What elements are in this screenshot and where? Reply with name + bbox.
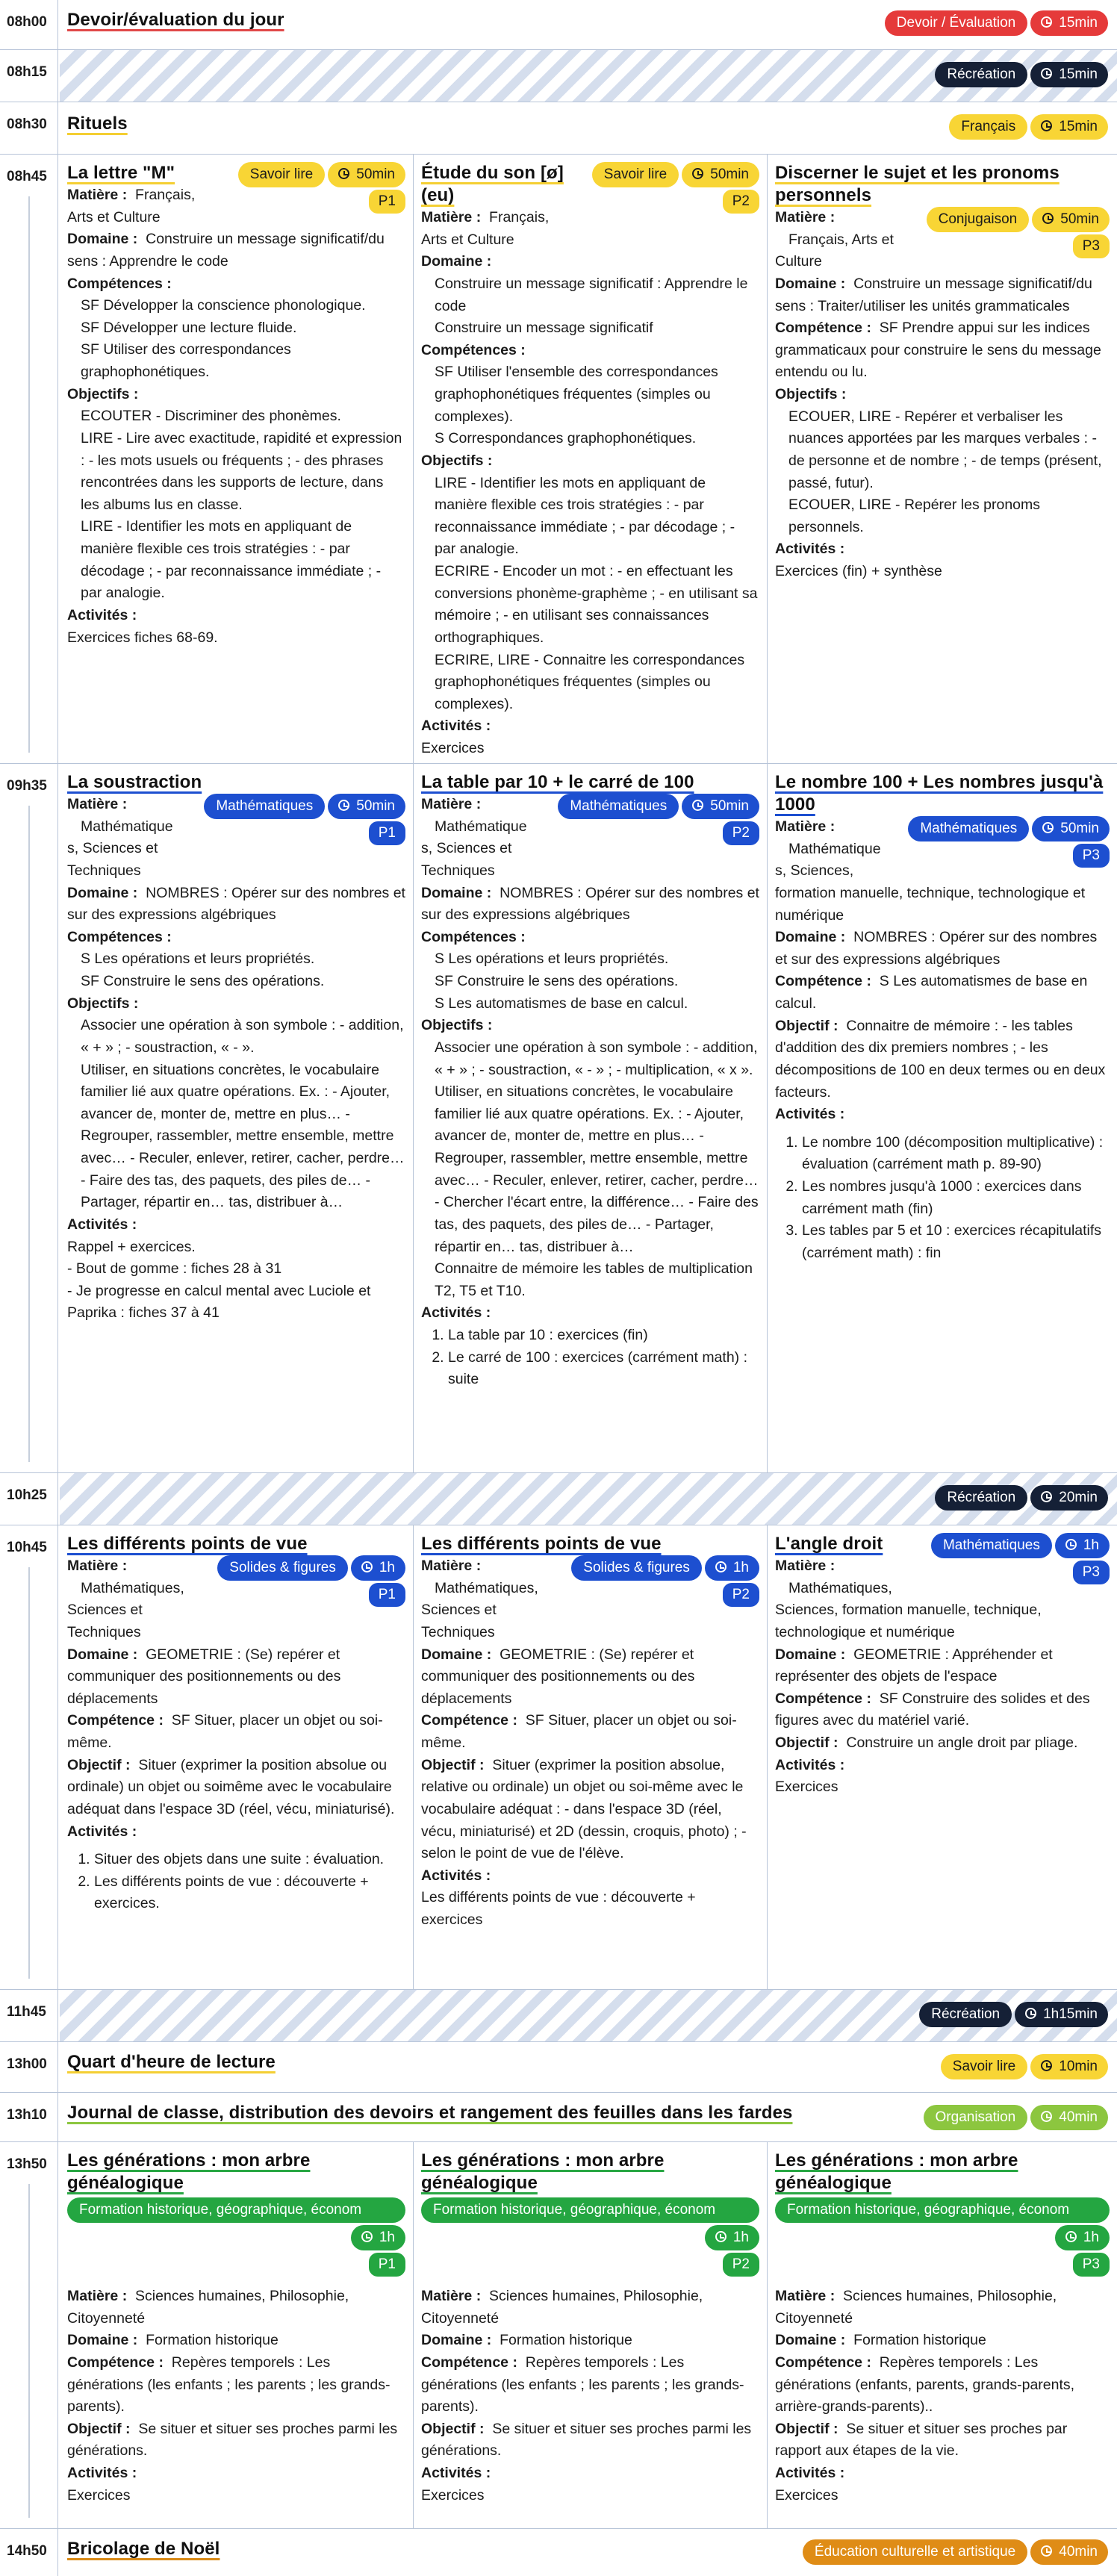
clock-icon [1065, 2231, 1077, 2242]
clock-icon [1042, 213, 1054, 224]
category-badge: Solides & figures [217, 1555, 348, 1581]
duration-badge: 15min [1030, 10, 1108, 36]
lesson-title[interactable]: Discerner le sujet et les pronoms personnels [775, 163, 1060, 205]
lesson-card-p2: Les générations : mon arbre généalogique Formation historique, géographique, économ 1h P2 Matière : Sciences humaines, Philosophie, Citoyenneté Domaine : Formation historique Compétence : Repères temporels : Les générations (les enfants ; les parents ; les grands-parents). Objectif : Se situer et situer ses proches parmi les générations. Activités : Exercices [413, 2142, 767, 2528]
clock-icon [1041, 16, 1052, 28]
category-badge: Solides & figures [571, 1555, 702, 1581]
slot-time: 08h00 [0, 0, 58, 49]
slot-time: 09h35 [0, 764, 58, 1472]
lesson-title[interactable]: Étude du son [ø] (eu) [421, 163, 564, 205]
slot-title[interactable]: Quart d'heure de lecture [67, 2052, 276, 2072]
duration-badge: 1h [351, 2225, 405, 2250]
slot-0815 [0, 49, 1117, 102]
clock-icon [1025, 2008, 1036, 2019]
clock-icon [361, 2231, 373, 2242]
duration-badge: 15min [1030, 114, 1108, 140]
lesson-card-p2: Savoir lire 50min P2 Étude du son [ø] (eu) Matière : Français, Arts et Culture Domaine : Construire un message significatif : Apprendre le code Construire un message significatif Compétences : SF Utiliser l'ensemble des correspondances graphophonétiques fréquentes (simples ou complexes). S Correspondances graphophonétiques. Objectifs : LIRE - Identifier les mots en appliquant de manière flexible ces trois stratégies : - par reconnaissance immédiate ; - par décodage ; - par analogie. ECRIRE - Encoder un mot : - en effectuant les conversions phonème-graphème ; - en utilisant sa mémoire ; - en utilisant ses connaissances orthographiques. ECRIRE, LIRE - Connaitre les correspondances graphophonétiques fréquentes (simples ou complexes). Activités : Exercices [413, 155, 767, 763]
duration-badge: 1h [1055, 1533, 1110, 1558]
slot-time: 13h00 [0, 2042, 58, 2092]
clock-icon [1042, 822, 1054, 833]
duration-badge: 15min [1030, 62, 1108, 87]
lesson-title[interactable]: Les générations : mon arbre généalogique [775, 2150, 1018, 2193]
category-badge: Mathématiques [204, 794, 325, 819]
slot-1300 [0, 2041, 1117, 2092]
clock-icon [1041, 2060, 1052, 2071]
slot-0800 [0, 0, 1117, 49]
slot-time: 08h15 [0, 50, 58, 102]
period-badge: P1 [369, 821, 405, 845]
category-badge: Formation historique, géographique, économ [421, 2197, 759, 2223]
lesson-card-p1: Les générations : mon arbre généalogique Formation historique, géographique, économ 1h P1 Matière : Sciences humaines, Philosophie, Citoyenneté Domaine : Formation historique Compétence : Repères temporels : Les générations (les enfants ; les parents ; les grands-parents). Objectif : Se situer et situer ses proches parmi les générations. Activités : Exercices [60, 2142, 413, 2528]
duration-badge: 10min [1030, 2054, 1108, 2079]
slot-1045 [0, 1525, 1117, 1989]
lesson-card-p2: La table par 10 + le carré de 100 Mathématiques 50min P2 Matière : Mathématique s, Sciences et Techniques Domaine : NOMBRES : Opérer sur des nombres et sur des expressions algébriques Compétences : S Les opérations et leurs propriétés. SF Construire le sens des opérations. S Les automatismes de base en calcul. Objectifs : Associer une opération à son symbole : - addition, « + » ; - soustraction, « - » ; - multiplication, « x ». Utiliser, en situations concrètes, le vocabulaire familier lié aux quatre opérations. Ex. : - Ajouter, avancer de, monter de, mettre en plus… - Regrouper, rassembler, mettre ensemble, mettre avec… - Reculer, enlever, retirer, cacher, perdre… - Chercher l'écart entre, la différence… - Faire des tas, des paquets, des piles de… - Partager, répartir en… tas, distribuer à… Connaitre de mémoire les tables de multiplication T2, T5 et T10. Activités : 1. La table par 10 : exercices (fin) 2. Le carré de 100 : exercices (carrément math) : suite [413, 764, 767, 1472]
clock-icon [361, 1561, 373, 1572]
clock-icon [692, 168, 703, 179]
category-badge: Savoir lire [941, 2054, 1027, 2079]
lesson-card-p1: Les différents points de vue Solides & figures 1h P1 Matière : Mathématiques, Sciences et Techniques Domaine : GEOMETRIE : (Se) repérer et communiquer des positionnements ou des déplacements Compétence : SF Situer, placer un objet ou soi-même. Objectif : Situer (exprimer la position absolue ou ordinale) un objet ou soimême avec le vocabulaire adéquat dans l'espace 3D (réel, vécu, miniaturisé). Activités : 1. Situer des objets dans une suite : évaluation. 2. Les différents points de vue : découverte + exercices. [60, 1525, 413, 1989]
clock-icon [1041, 68, 1052, 79]
slot-0935 [0, 763, 1117, 1472]
period-badge: P2 [723, 821, 759, 845]
duration-badge: 1h [351, 1555, 405, 1581]
slot-1450 [0, 2528, 1117, 2576]
slot-title[interactable]: Rituels [67, 113, 128, 134]
period-badge: P3 [1073, 2253, 1110, 2277]
clock-icon [715, 2231, 726, 2242]
clock-icon [1041, 120, 1052, 131]
category-badge: Français [949, 114, 1027, 140]
slot-1025 [0, 1472, 1117, 1525]
category-badge: Formation historique, géographique, économ [775, 2197, 1110, 2223]
period-badge: P3 [1073, 234, 1110, 258]
lesson-title[interactable]: Les différents points de vue [67, 1534, 308, 1554]
slot-time: 11h45 [0, 1990, 58, 2041]
slot-time: 10h25 [0, 1473, 58, 1525]
duration-badge: 20min [1030, 1485, 1108, 1511]
slot-time: 13h50 [0, 2142, 58, 2528]
duration-badge: 40min [1030, 2105, 1108, 2130]
lesson-title[interactable]: Les générations : mon arbre généalogique [67, 2150, 311, 2193]
slot-time: 10h45 [0, 1525, 58, 1989]
duration-badge: 50min [682, 794, 759, 819]
category-badge: Conjugaison [927, 207, 1030, 232]
period-badge: P1 [369, 1583, 405, 1607]
slot-title[interactable]: Journal de classe, distribution des devoirs et rangement des feuilles dans les fardes [67, 2103, 793, 2123]
category-badge: Récréation [919, 2002, 1012, 2027]
duration-badge: 40min [1030, 2539, 1108, 2565]
duration-badge: 50min [328, 794, 405, 819]
duration-badge: 50min [1032, 816, 1110, 841]
clock-icon [692, 800, 703, 811]
duration-badge: 1h [1055, 2225, 1110, 2250]
slot-time: 14h50 [0, 2529, 58, 2576]
slot-time: 08h30 [0, 102, 58, 154]
clock-icon [338, 168, 349, 179]
category-badge: Savoir lire [592, 162, 679, 187]
lesson-card-p3: Le nombre 100 + Les nombres jusqu'à 1000 Mathématiques 50min P3 Matière : Mathématique s, Sciences, formation manuelle, technique, technologique et numérique Domaine : NOMBRES : Opérer sur des nombres et sur des expressions algébriques Compétence : S Les automatismes de base en calcul. Objectif : Connaitre de mémoire : - les tables d'addition des dix premiers nombres ; - les décompositions de 100 en deux termes ou en deux facteurs. Activités : 1. Le nombre 100 (décomposition multiplicative) : évaluation (carrément math p. 89-90) 2. Les nombres jusqu'à 1000 : exercices dans carrément math (fin) 3. Les tables par 5 et 10 : exercices récapitulatifs (carrément math) : fin [767, 764, 1117, 1472]
category-badge: Savoir lire [238, 162, 325, 187]
lesson-title[interactable]: Le nombre 100 + Les nombres jusqu'à 1000 [775, 772, 1104, 815]
duration-badge: 50min [328, 162, 405, 187]
lesson-title[interactable]: La soustraction [67, 772, 202, 792]
lesson-card-p1: La soustraction Mathématiques 50min P1 Matière : Mathématique s, Sciences et Techniques Domaine : NOMBRES : Opérer sur des nombres et sur des expressions algébriques Compétences : S Les opérations et leurs propriétés. SF Construire le sens des opérations. Objectifs : Associer une opération à son symbole : - addition, « + » ; - soustraction, « - ». Utiliser, en situations concrètes, le vocabulaire familier lié aux quatre opérations. Ex. : - Ajouter, avancer de, monter de, mettre en plus… - Regrouper, rassembler, mettre ensemble, mettre avec… - Reculer, enlever, retirer, cacher, perdre… - Faire des tas, des paquets, des piles de… - Partager, répartir en… tas, distribuer à… Activités : Rappel + exercices. - Bout de gomme : fiches 28 à 31 - Je progresse en calcul mental avec Luciole et Paprika : fiches 37 à 41 [67, 772, 405, 1322]
duration-badge: 1h15min [1015, 2002, 1108, 2027]
category-badge: Récréation [935, 62, 1027, 87]
clock-icon [1041, 2111, 1052, 2122]
duration-badge: 1h [705, 1555, 759, 1581]
lesson-title[interactable]: L'angle droit [775, 1534, 883, 1554]
category-badge: Devoir / Évaluation [885, 10, 1027, 36]
slot-title[interactable]: Devoir/évaluation du jour [67, 10, 284, 30]
slot-1310 [0, 2092, 1117, 2141]
lesson-title[interactable]: Les différents points de vue [421, 1534, 662, 1554]
lesson-card-p1: Savoir lire 50min P1 La lettre "M" Matière : Français, Arts et Culture Domaine : Construire un message significatif/du sens : Apprendre le code Compétences : SF Développer la conscience phonologique. SF Développer une lecture fluide. SF Utiliser des correspondances graphophonétiques. Objectifs : ECOUTER - Discriminer des phonèmes. LIRE - Lire avec exactitude, rapidité et expression : - les mots usuels ou fréquents ; - des phrases rencontrées dans les supports de lecture, dans les albums lus en classe. LIRE - Identifier les mots en appliquant de manière flexible ces trois stratégies : - par décodage ; - par reconnaissance immédiate ; - par analogie. Activités : Exercices fiches 68-69. [60, 155, 413, 763]
duration-badge: 1h [705, 2225, 759, 2250]
lesson-card-p2: Les différents points de vue Solides & figures 1h P2 Matière : Mathématiques, Sciences et Techniques Domaine : GEOMETRIE : (Se) repérer et communiquer des positionnements ou des déplacements Compétence : SF Situer, placer un objet ou soi-même. Objectif : Situer (exprimer la position absolue, relative ou ordinale) un objet ou soi-même avec le vocabulaire adéquat : - dans l'espace 3D (réel, vécu, miniaturisé) et 2D (dessin, croquis, photo) ; - selon le point de vue de l'élève. Activités : Les différents points de vue : découverte + exercices [413, 1525, 767, 1989]
duration-badge: 50min [682, 162, 759, 187]
period-badge: P2 [723, 190, 759, 214]
lesson-card-p3: Les générations : mon arbre généalogique Formation historique, géographique, économ 1h P3 Matière : Sciences humaines, Philosophie, Citoyenneté Domaine : Formation historique Compétence : Repères temporels : Les générations (enfants, parents, grands-parents, arrière-grands-parents).. Objectif : Se situer et situer ses proches par rapport aux étapes de la vie. Activités : Exercices [767, 2142, 1117, 2528]
category-badge: Mathématiques [931, 1533, 1052, 1558]
slot-0830 [0, 102, 1117, 154]
slot-time: 13h10 [0, 2093, 58, 2141]
category-badge: Mathématiques [558, 794, 679, 819]
category-badge: Mathématiques [908, 816, 1029, 841]
period-badge: P3 [1073, 844, 1110, 868]
lesson-card-p3: Mathématiques 1h P3 L'angle droit Matière : Mathématiques, Sciences, formation manuelle, technique, technologique et numérique Domaine : GEOMETRIE : Appréhender et représenter des objets de l'espace Compétence : SF Construire des solides et des figures avec du matériel varié. Objectif : Construire un angle droit par pliage. Activités : Exercices [767, 1525, 1117, 1989]
category-badge: Organisation [924, 2105, 1028, 2130]
period-badge: P2 [723, 1583, 759, 1607]
lesson-title[interactable]: La lettre "M" [67, 163, 175, 183]
clock-icon [715, 1561, 726, 1572]
period-badge: P1 [369, 2253, 405, 2277]
duration-badge: 50min [1032, 207, 1110, 232]
period-badge: P1 [369, 190, 405, 214]
lesson-card-p3: Discerner le sujet et les pronoms personnels Conjugaison 50min P3 Matière : Français, Arts et Culture Domaine : Construire un message significatif/du sens : Traiter/utiliser les unités grammaticales Compétence : SF Prendre appui sur les indices grammaticaux pour construire le sens du message entendu ou lu. Objectifs : ECOUER, LIRE - Repérer et verbaliser les nuances apportées par les marques verbales : - de personne et de nombre ; - de temps (présent, passé, futur). ECOUER, LIRE - Repérer les pronoms personnels. Activités : Exercices (fin) + synthèse [767, 155, 1117, 763]
slot-time: 08h45 [0, 155, 58, 763]
period-badge: P2 [723, 2253, 759, 2277]
clock-icon [1041, 2545, 1052, 2557]
clock-icon [1065, 1539, 1077, 1550]
category-badge: Formation historique, géographique, économ [67, 2197, 405, 2223]
lesson-title[interactable]: La table par 10 + le carré de 100 [421, 772, 694, 792]
category-badge: Éducation culturelle et artistique [803, 2539, 1027, 2565]
slot-1145 [0, 1989, 1117, 2041]
lesson-title[interactable]: Les générations : mon arbre généalogique [421, 2150, 665, 2193]
clock-icon [338, 800, 349, 811]
slot-0845 [0, 154, 1117, 763]
clock-icon [1041, 1491, 1052, 1502]
period-badge: P3 [1073, 1561, 1110, 1584]
slot-title[interactable]: Bricolage de Noël [67, 2539, 220, 2559]
category-badge: Récréation [935, 1485, 1027, 1511]
slot-1350 [0, 2141, 1117, 2528]
